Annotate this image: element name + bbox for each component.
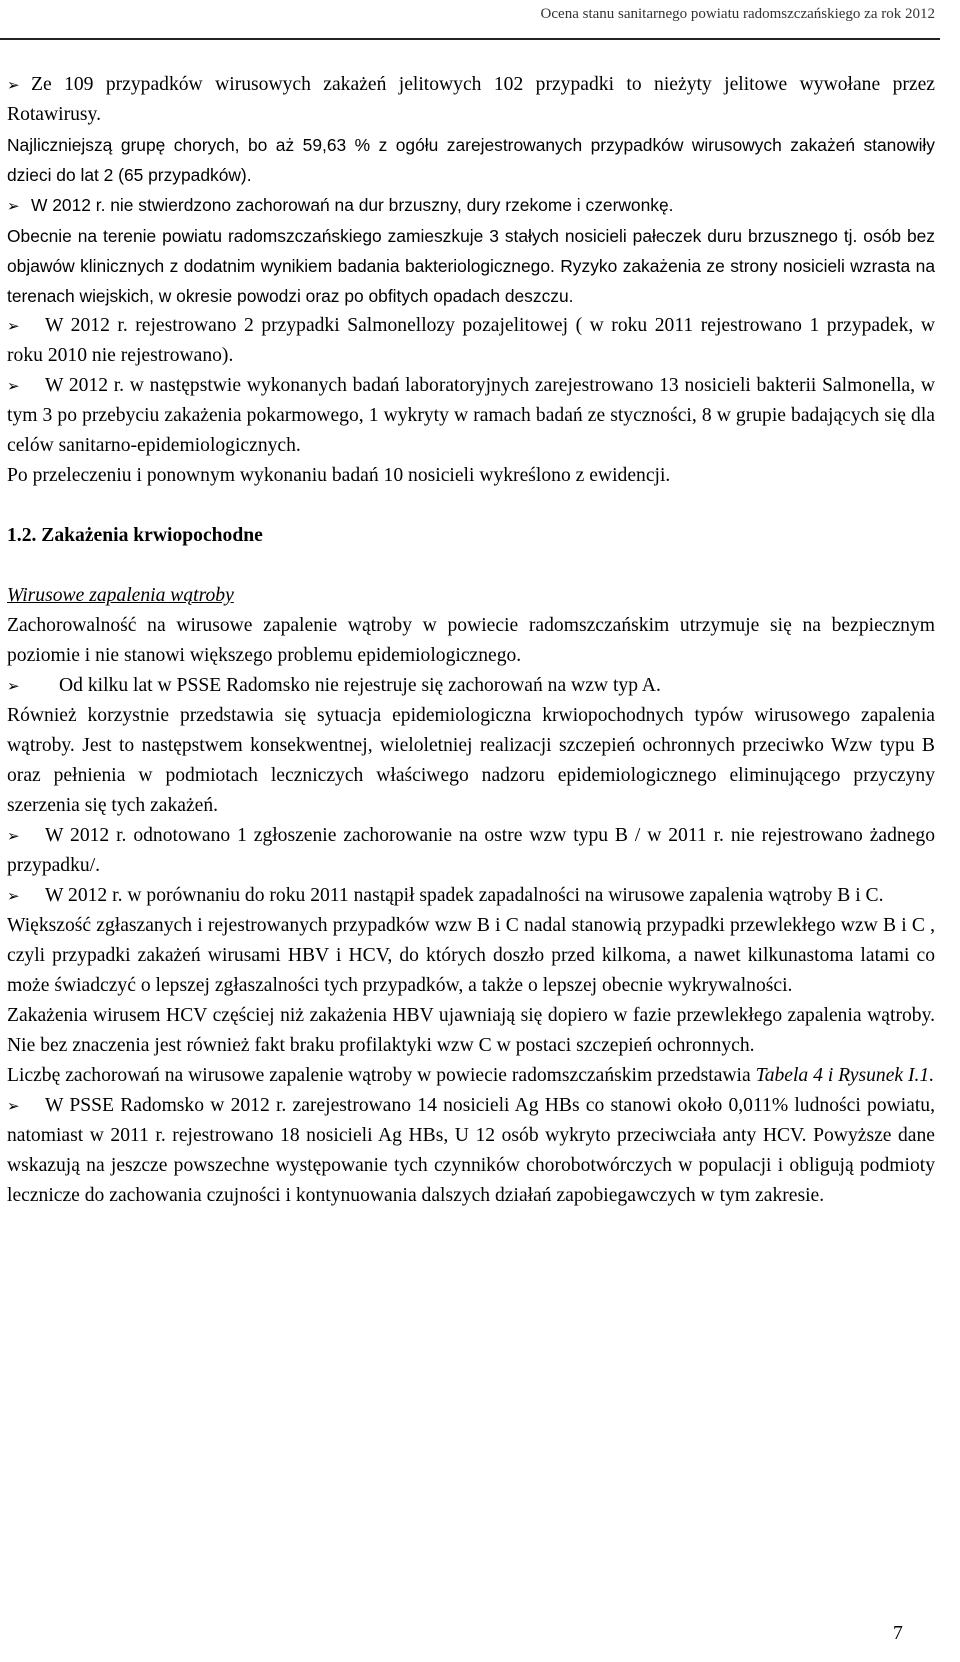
paragraph-hepatitis-incidence: Zachorowalność na wirusowe zapalenie wątroby w powiecie radomszczańskim utrzymuje się na bezpiecznym poziomie i nie stanowi większego problemu epidemiologicznego. xyxy=(7,615,935,666)
document-body xyxy=(7,70,935,1211)
paragraph-hbs-carriers: ➢ W PSSE Radomsko w 2012 r. zarejestrowano 14 nosicieli Ag HBs co stanowi około 0,011% ludności powiatu, natomiast w 2011 r. rejestrowano 18 nosicieli Ag HBs, U 12 osób wykryto przeciwciała anty HCV. Powyższe dane wskazują na jeszcze powszechne występowanie tych czynników chorobotwórczych w populacji i obligują podmioty lecznicze do zachowania czujności i kontynuowania dalszych działań zapobiegawczych w tym zakresie. xyxy=(7,1091,935,1211)
page-number: 7 xyxy=(893,1623,903,1644)
paragraph-children: Najliczniejszą grupę chorych, bo aż 59,63 % z ogółu zarejestrowanych przypadków wirusowych zakażeń stanowiły dzieci do lat 2 (65 przypadków). xyxy=(7,135,935,185)
paragraph-salmonellosis: ➢ W 2012 r. rejestrowano 2 przypadki Salmonellozy pozajelitowej ( w roku 2011 rejestrowano 1 przypadek, w roku 2010 nie rejestrowano). xyxy=(7,311,935,371)
header-divider xyxy=(0,38,940,40)
table-reference-lead: Liczbę zachorowań na wirusowe zapalenie wątroby w powiecie radomszczańskim przedstawia xyxy=(7,1065,756,1086)
subsection-heading: Wirusowe zapalenia wątroby xyxy=(7,585,234,606)
paragraph-typhoid: ➢ W 2012 r. nie stwierdzono zachorowań na dur brzuszny, dury rzekome i czerwonkę. xyxy=(7,190,935,221)
spacer xyxy=(7,551,935,581)
paragraph-chronic: Większość zgłaszanych i rejestrowanych przypadków wzw B i C nadal stanowią przypadki przewlekłego wzw B i C , czyli przypadki zakażeń wirusami HBV i HCV, do których doszło przed kilkoma, a nawet kilkunastoma latami co może świadczyć o lepszej zgłaszalności tych przypadków, a także o lepszej obecnie wykrywalności. xyxy=(7,915,935,996)
paragraph-treatment: Po przeleczeniu i ponownym wykonaniu badań 10 nosicieli wykreślono z ewidencji. xyxy=(7,465,671,486)
paragraph-carriers: Obecnie na terenie powiatu radomszczańskiego zamieszkuje 3 stałych nosicieli pałeczek duru brzusznego tj. osób bez objawów klinicznych z dodatnim wynikiem badania bakteriologicznego. Ryzyko zakażenia ze strony nosicieli wzrasta na terenach wiejskich, w okresie powodzi oraz po obfitych opadach deszczu. xyxy=(7,226,935,306)
paragraph-table-reference xyxy=(7,1061,935,1091)
table-reference-link: Tabela 4 i Rysunek I.1. xyxy=(755,1065,935,1086)
paragraph-hcv: Zakażenia wirusem HCV częściej niż zakażenia HBV ujawniają się dopiero w fazie przewlekłego zapalenia wątroby. Nie bez znaczenia jest również fakt braku profilaktyki wzw C w postaci szczepień ochronnych. xyxy=(7,1005,935,1056)
paragraph-hepatitis-a: ➢ Od kilku lat w PSSE Radomsko nie rejestruje się zachorowań na wzw typ A. xyxy=(7,671,935,701)
paragraph-salmonella-carriers: ➢ W 2012 r. w następstwie wykonanych badań laboratoryjnych zarejestrowano 13 nosicieli bakterii Salmonella, w tym 3 po przebyciu zakażenia pokarmowego, 1 wykryty w ramach badań ze styczności, 8 w grupie badających się dla celów sanitarno-epidemiologicznych. xyxy=(7,371,935,461)
paragraph-bloodborne: Również korzystnie przedstawia się sytuacja epidemiologiczna krwiopochodnych typów wirusowego zapalenia wątroby. Jest to następstwem konsekwentnej, wieloletniej realizacji szczepień ochronnych przeciwko Wzw typu B oraz pełnienia w podmiotach leczniczych właściwego nadzoru epidemiologicznego eliminującego przyczyny szerzenia się tych zakażeń. xyxy=(7,705,935,816)
spacer xyxy=(7,491,935,521)
section-heading: 1.2. Zakażenia krwiopochodne xyxy=(7,525,263,546)
paragraph-rotavirus: ➢ Ze 109 przypadków wirusowych zakażeń jelitowych 102 przypadki to nieżyty jelitowe wywołane przez Rotawirusy. xyxy=(7,70,935,130)
page-header: Ocena stanu sanitarnego powiatu radomszczańskiego za rok 2012 xyxy=(540,6,935,22)
paragraph-hepatitis-b: ➢ W 2012 r. odnotowano 1 zgłoszenie zachorowanie na ostre wzw typu B / w 2011 r. nie rejestrowano żadnego przypadku/. xyxy=(7,821,935,881)
paragraph-decline: ➢ W 2012 r. w porównaniu do roku 2011 nastąpił spadek zapadalności na wirusowe zapalenia wątroby B i C. xyxy=(7,881,935,911)
